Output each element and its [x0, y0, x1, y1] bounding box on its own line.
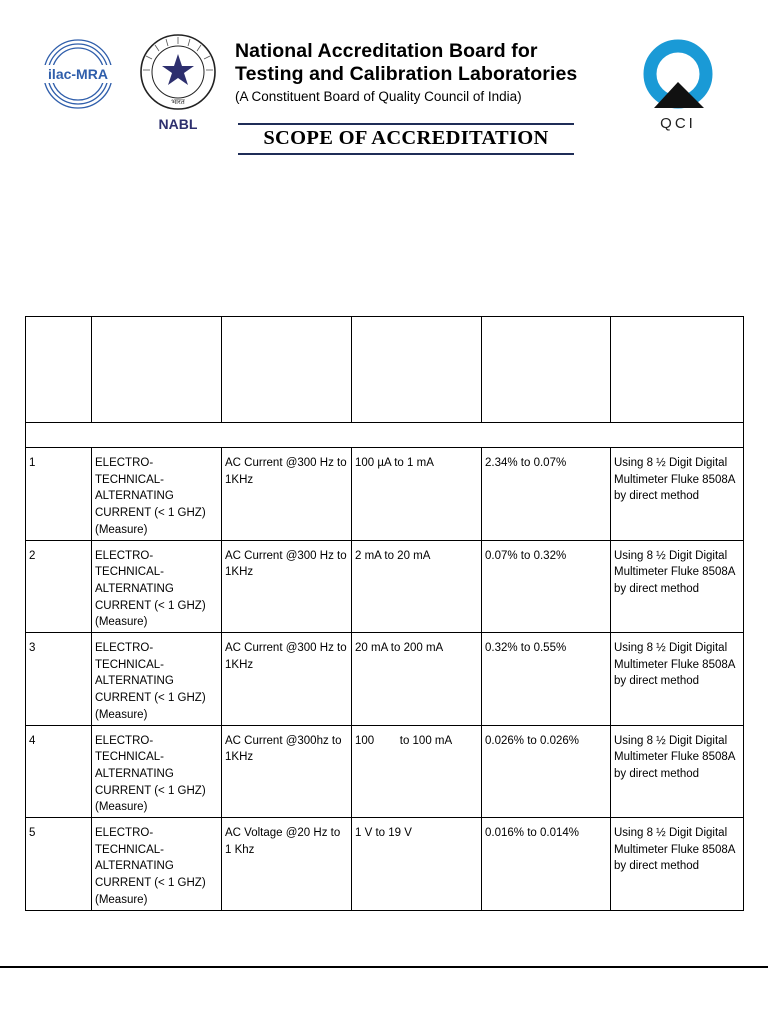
field-line: ALTERNATING — [95, 675, 174, 688]
header-cell — [26, 317, 92, 423]
table-header-row — [26, 317, 744, 423]
table-row — [26, 725, 744, 818]
parameter-cell: AC Current @300hz to 1KHz — [222, 725, 352, 818]
field-cell — [92, 725, 222, 818]
field-cell — [92, 540, 222, 633]
sno-cell: 2 — [26, 540, 92, 633]
org-name-line1: National Accreditation Board for — [235, 40, 538, 62]
nabl-logo-text: NABL — [158, 116, 198, 132]
field-line: ELECTRO- — [95, 642, 154, 655]
cmc-cell: 0.016% to 0.014% — [482, 818, 611, 911]
field-line: ELECTRO- — [95, 734, 154, 747]
field-line: TECHNICAL- — [95, 658, 165, 671]
field-line: TECHNICAL- — [95, 751, 165, 764]
field-cell — [92, 818, 222, 911]
field-line: ELECTRO- — [95, 827, 154, 840]
header-cell — [352, 317, 482, 423]
title-rule-bottom — [238, 153, 574, 155]
field-line: ELECTRO- — [95, 549, 154, 562]
range-cell: 1 V to 19 V — [352, 818, 482, 911]
header-cell — [92, 317, 222, 423]
field-line: CURRENT (< 1 GHZ) — [95, 784, 206, 797]
org-name-line2: Testing and Calibration Laboratories — [235, 63, 578, 85]
nabl-seal-text: भारत — [171, 98, 185, 106]
field-line: ELECTRO- — [95, 457, 154, 469]
field-line: (Measure) — [95, 801, 148, 814]
field-line: CURRENT (< 1 GHZ) — [95, 507, 206, 520]
parameter-cell: AC Current @300 Hz to 1KHz — [222, 540, 352, 633]
sno-cell: 3 — [26, 633, 92, 726]
field-line: ALTERNATING — [95, 582, 174, 595]
ilac-mra-logo — [38, 38, 118, 110]
qci-logo-text: QCI — [660, 115, 696, 132]
org-subtitle: (A Constituent Board of Quality Council of India) — [235, 89, 522, 104]
range-cell: 100 to 100 mA — [352, 725, 482, 818]
cmc-cell: 0.07% to 0.32% — [482, 540, 611, 633]
table-body — [26, 448, 744, 911]
parameter-cell: AC Current @300 Hz to 1KHz — [222, 448, 352, 541]
range-cell: 20 mA to 200 mA — [352, 633, 482, 726]
table-row — [26, 540, 744, 633]
nabl-logo — [136, 32, 220, 136]
sno-cell: 5 — [26, 818, 92, 911]
table-row — [26, 448, 744, 541]
field-line: (Measure) — [95, 893, 148, 906]
field-cell — [92, 448, 222, 541]
cmc-cell: 0.32% to 0.55% — [482, 633, 611, 726]
field-line: ALTERNATING — [95, 490, 174, 503]
remarks-cell: Using 8 ½ Digit Digital Multimeter Fluke 8508A by direct method — [611, 818, 744, 911]
field-cell — [92, 633, 222, 726]
remarks-cell: Using 8 ½ Digit Digital Multimeter Fluke 8508A by direct method — [611, 725, 744, 818]
field-line: TECHNICAL- — [95, 843, 165, 856]
title-rule-top — [238, 123, 574, 125]
field-line: TECHNICAL- — [95, 473, 165, 486]
cmc-cell: 2.34% to 0.07% — [482, 448, 611, 541]
footer-rule — [0, 966, 768, 968]
field-line: ALTERNATING — [95, 860, 174, 873]
field-line: TECHNICAL- — [95, 566, 165, 579]
range-cell: 100 µA to 1 mA — [352, 448, 482, 541]
group-cell — [26, 423, 744, 448]
field-line: CURRENT (< 1 GHZ) — [95, 599, 206, 612]
cmc-cell: 0.026% to 0.026% — [482, 725, 611, 818]
page-title: SCOPE OF ACCREDITATION — [263, 127, 549, 149]
field-line: (Measure) — [95, 523, 148, 536]
table-group-row — [26, 423, 744, 448]
field-line: ALTERNATING — [95, 767, 174, 780]
range-cell: 2 mA to 20 mA — [352, 540, 482, 633]
remarks-cell: Using 8 ½ Digit Digital Multimeter Fluke 8508A by direct method — [611, 540, 744, 633]
remarks-cell: Using 8 ½ Digit Digital Multimeter Fluke 8508A by direct method — [611, 448, 744, 541]
header-cell — [611, 317, 744, 423]
field-line: (Measure) — [95, 616, 148, 629]
header-cell — [222, 317, 352, 423]
remarks-cell: Using 8 ½ Digit Digital Multimeter Fluke 8508A by direct method — [611, 633, 744, 726]
sno-cell: 4 — [26, 725, 92, 818]
field-line: CURRENT (< 1 GHZ) — [95, 692, 206, 705]
table-row — [26, 818, 744, 911]
table-row — [26, 633, 744, 726]
sno-cell: 1 — [26, 448, 92, 541]
parameter-cell: AC Voltage @20 Hz to 1 Khz — [222, 818, 352, 911]
qci-logo — [640, 38, 722, 134]
parameter-cell: AC Current @300 Hz to 1KHz — [222, 633, 352, 726]
field-line: CURRENT (< 1 GHZ) — [95, 877, 206, 890]
field-line: (Measure) — [95, 708, 148, 721]
header-cell — [482, 317, 611, 423]
ilac-logo-text: ilac-MRA — [48, 66, 108, 82]
scope-table — [25, 316, 744, 911]
